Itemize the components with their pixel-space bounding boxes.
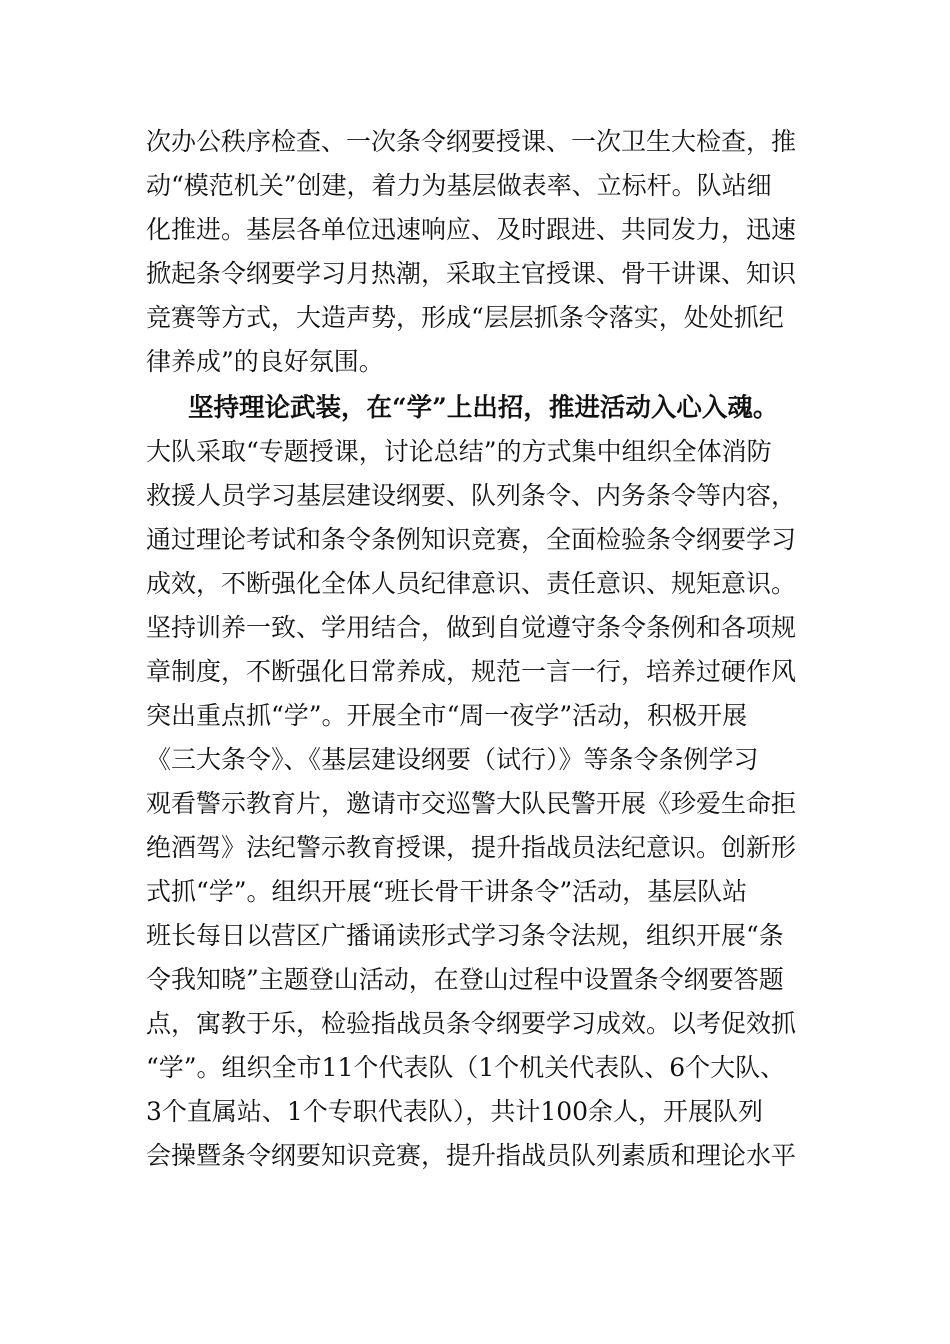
body-line: 通过理论考试和条令条例知识竞赛，全面检验条令纲要学习: [146, 525, 797, 554]
body-line: 大队采取“专题授课，讨论总结”的方式集中组织全体消防: [146, 437, 772, 466]
section-heading: 坚持理论武装，在“学”上出招，推进活动入心入魂。: [188, 393, 779, 423]
body-line: 观看警示教育片，邀请市交巡警大队民警开展《珍爱生命拒: [146, 789, 797, 818]
body-line: 成效，不断强化全体人员纪律意识、责任意识、规矩意识。: [146, 569, 797, 598]
body-line: 式抓“学”。组织开展“班长骨干讲条令”活动，基层队站: [146, 877, 748, 906]
body-line: 掀起条令纲要学习月热潮，采取主官授课、骨干讲课、知识: [146, 259, 797, 288]
body-line: 突出重点抓“学”。开展全市“周一夜学”活动，积极开展: [146, 701, 748, 730]
body-line: 3个直属站、1个专职代表队），共计100余人，开展队列: [146, 1097, 764, 1126]
body-line: 坚持训养一致、学用结合，做到自觉遵守条令条例和各项规: [146, 613, 797, 642]
body-line: 令我知晓”主题登山活动，在登山过程中设置条令纲要答题: [146, 965, 784, 994]
body-line: “学”。组织全市11个代表队（1个机关代表队、6个大队、: [146, 1053, 786, 1082]
body-line: 绝酒驾》法纪警示教育授课，提升指战员法纪意识。创新形: [146, 833, 797, 862]
body-line: 救援人员学习基层建设纲要、队列条令、内务条令等内容，: [146, 481, 797, 510]
body-line: 会操暨条令纲要知识竞赛，提升指战员队列素质和理论水平: [146, 1141, 797, 1170]
body-line: 竞赛等方式，大造声势，形成“层层抓条令落实，处处抓纪: [146, 303, 784, 332]
body-line: 班长每日以营区广播诵读形式学习条令法规，组织开展“条: [146, 921, 784, 950]
body-line: 化推进。基层各单位迅速响应、及时跟进、共同发力，迅速: [146, 215, 797, 244]
body-line: 章制度，不断强化日常养成，规范一言一行，培养过硬作风: [146, 657, 797, 686]
body-line: 《三大条令》、《基层建设纲要（试行）》等条令条例学习: [146, 745, 759, 774]
body-line: 次办公秩序检查、一次条令纲要授课、一次卫生大检查，推: [146, 127, 797, 156]
body-line: 点，寓教于乐，检验指战员条令纲要学习成效。以考促效抓: [146, 1009, 797, 1038]
body-line: 动“模范机关”创建，着力为基层做表率、立标杆。队站细: [146, 171, 772, 200]
body-line: 律养成”的良好氛围。: [146, 347, 384, 376]
